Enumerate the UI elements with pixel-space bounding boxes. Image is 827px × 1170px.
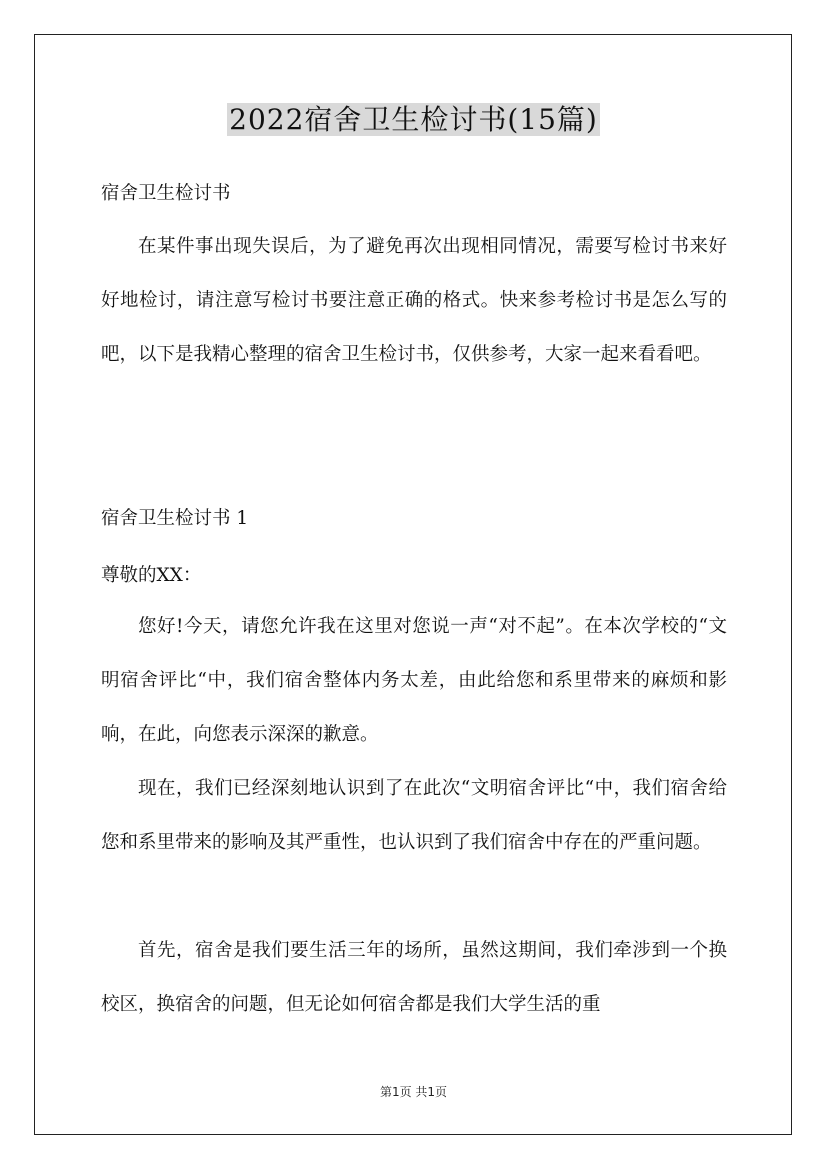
section-heading-intro: 宿舍卫生检讨书 xyxy=(101,183,231,204)
page-footer: 第1页 共1页 xyxy=(379,1085,448,1099)
intro-paragraph: 在某件事出现失误后，为了避免再次出现相同情况，需要写检讨书来好好地检讨，请注意写检讨书要注意正确的格式。快来参考检讨书是怎么写的吧，以下是我精心整理的宿舍卫生检讨书，仅供参考，大家一起来看看吧。 xyxy=(101,236,727,365)
document-title-text: 2022宿舍卫生检讨书(15篇) xyxy=(229,103,598,136)
paragraph-2: 现在，我们已经深刻地认识到了在此次“文明宿舍评比“中，我们宿舍给您和系里带来的影响及其严重性，也认识到了我们宿舍中存在的严重问题。 xyxy=(101,778,727,853)
document-title xyxy=(0,100,827,140)
salutation: 尊敬的XX： xyxy=(101,565,202,586)
section-heading-1: 宿舍卫生检讨书 1 xyxy=(101,508,249,529)
paragraph-3: 首先，宿舍是我们要生活三年的场所，虽然这期间，我们牵涉到一个换校区，换宿舍的问题，但无论如何宿舍都是我们大学生活的重 xyxy=(101,940,727,1015)
paragraph-1: 您好!今天，请您允许我在这里对您说一声“对不起”。在本次学校的“文明宿舍评比“中，我们宿舍整体内务太差，由此给您和系里带来的麻烦和影响，在此，向您表示深深的歉意。 xyxy=(101,616,727,745)
